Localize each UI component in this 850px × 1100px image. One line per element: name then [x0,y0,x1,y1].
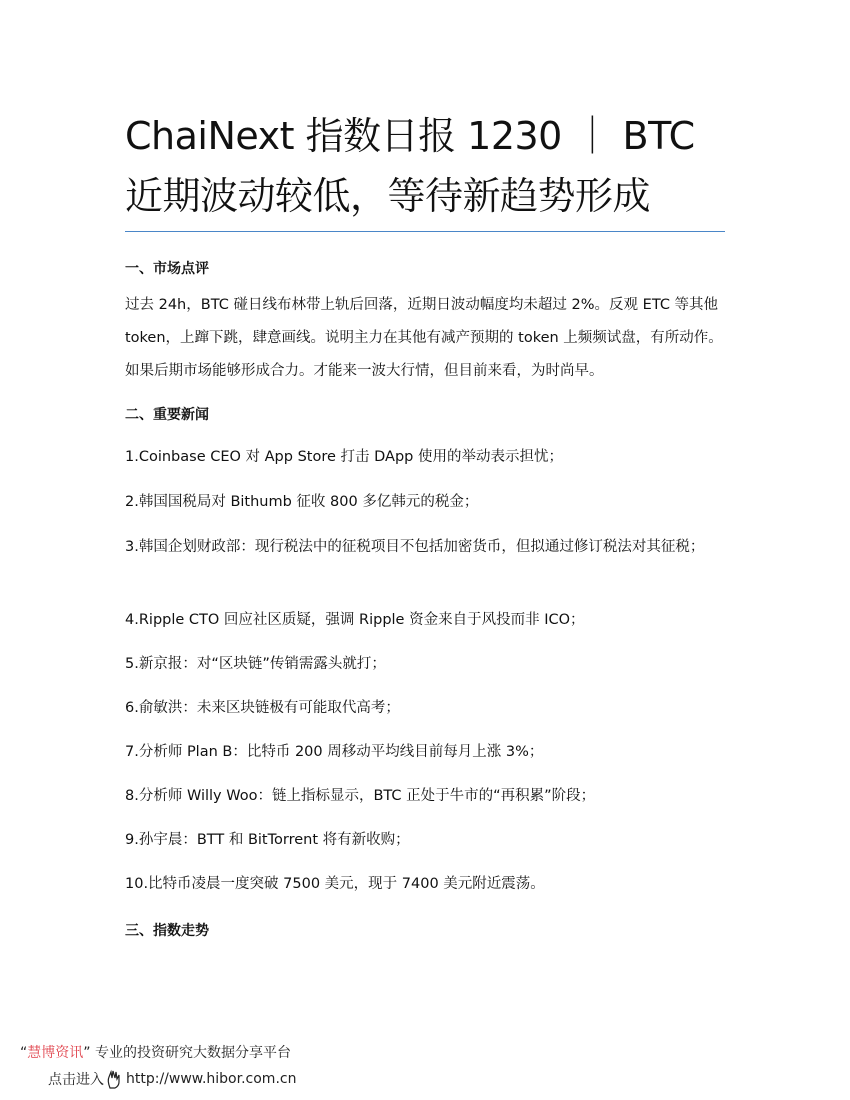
footer-tagline-text: 专业的投资研究大数据分享平台 [94,1045,291,1061]
news-item: 10.比特币凌晨一度突破 7500 美元，现于 7400 美元附近震荡。 [125,876,545,892]
news-item: 5.新京报：对“区块链”传销需露头就打； [125,656,386,672]
news-item: 7.分析师 Plan B：比特币 200 周移动平均线目前每月上涨 3%； [125,744,544,760]
footer-brand: 慧博资讯 [27,1045,84,1061]
footer-tagline [20,1042,291,1062]
news-item: 4.Ripple CTO 回应社区质疑，强调 Ripple 资金来自于风投而非 ICO； [125,612,585,628]
quote-close: ” [83,1045,91,1061]
page-title: ChaiNext 指数日报 1230 ｜ BTC 近期波动较低，等待新趋势形成 [125,114,695,218]
news-item: 8.分析师 Willy Woo：链上指标显示，BTC 正处于牛市的“再积累”阶段； [125,788,596,804]
title-divider [125,231,725,232]
quote-open: “ [20,1045,28,1061]
news-item: 3.韩国企划财政部：现行税法中的征税项目不包括加密货币，但拟通过修订税法对其征税； [125,539,705,555]
news-item: 1.Coinbase CEO 对 App Store 打击 DApp 使用的举动表示担忧； [125,449,563,465]
footer-link-row [48,1069,296,1089]
market-comment-paragraph: 过去 24h，BTC 碰日线布林带上轨后回落，近期日波动幅度均未超过 2%。反观 ETC 等其他 token，上蹿下跳，肆意画线。说明主力在其他有减产预期的 token 上频频试盘，有所动作。如果后期市场能够形成合力。才能来一波大行情，但目前来看，为时尚早。 [125,297,723,379]
enter-label: 点击进入 [48,1072,104,1088]
section-heading-market: 一、市场点评 [125,261,209,277]
hibor-link[interactable]: http://www.hibor.com.cn [126,1071,297,1087]
news-item: 9.孙宇晨：BTT 和 BitTorrent 将有新收购； [125,832,410,848]
news-item: 6.俞敏洪：未来区块链极有可能取代高考； [125,700,400,716]
section-heading-index-trend: 三、指数走势 [125,923,209,939]
pointing-hand-icon [106,1069,124,1089]
section-heading-news: 二、重要新闻 [125,407,209,423]
news-item: 2.韩国国税局对 Bithumb 征收 800 多亿韩元的税金； [125,494,479,510]
